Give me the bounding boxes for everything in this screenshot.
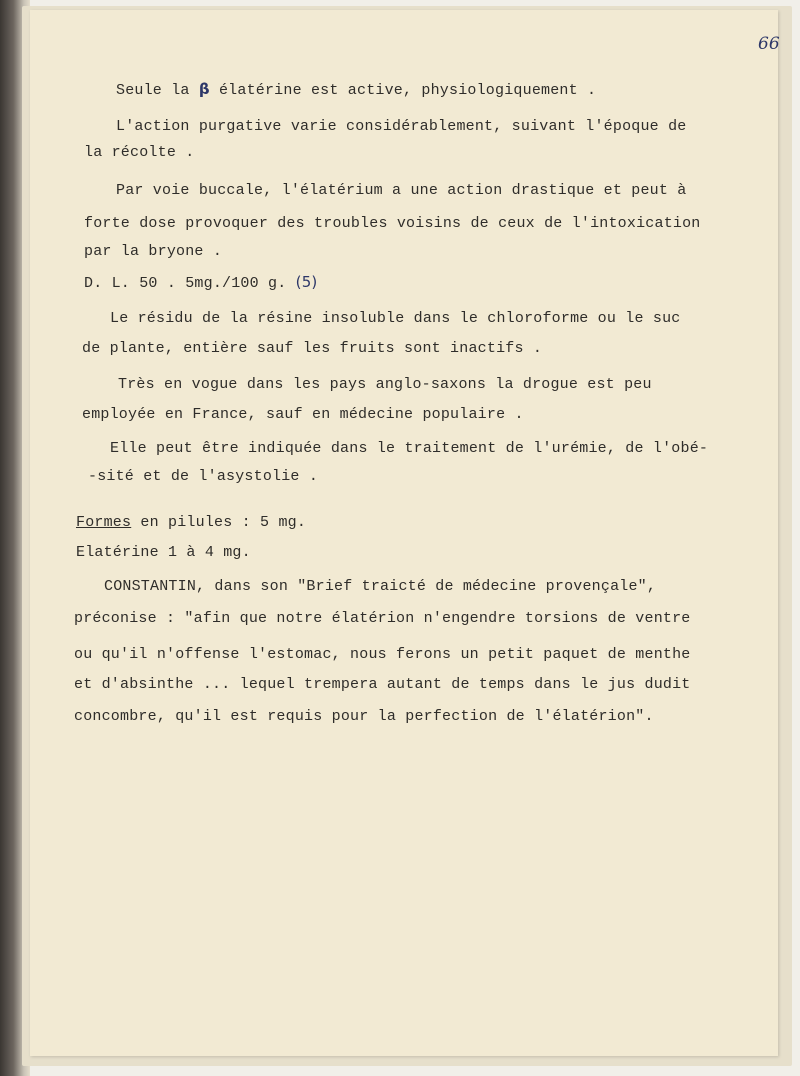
text-line: et d'absinthe ... lequel trempera autant de temps dans le jus dudit	[74, 676, 691, 693]
text-line: Par voie buccale, l'élatérium a une action drastique et peut à	[116, 182, 687, 199]
text-line: L'action purgative varie considérablement, suivant l'époque de	[116, 118, 687, 135]
page-number: 66	[758, 34, 780, 54]
text-line: CONSTANTIN, dans son "Brief traicté de médecine provençale",	[104, 578, 657, 595]
text-line: Elatérine 1 à 4 mg.	[76, 544, 251, 561]
typewritten-page	[30, 10, 778, 1056]
text-line: employée en France, sauf en médecine populaire .	[82, 406, 524, 423]
text-line: par la bryone .	[84, 243, 223, 260]
text-line: -sité et de l'asystolie .	[88, 468, 319, 485]
text-line: de plante, entière sauf les fruits sont inactifs .	[82, 340, 543, 357]
text-line: Le résidu de la résine insoluble dans le chloroforme ou le suc	[110, 310, 681, 327]
section-heading-formes: Formes	[76, 514, 132, 531]
text-line: D. L. 50 . 5mg./100 g. (5)	[84, 273, 318, 292]
text-line: concombre, qu'il est requis pour la perfection de l'élatérion".	[74, 708, 654, 725]
handwritten-beta: β	[198, 80, 210, 98]
text-line: forte dose provoquer des troubles voisins de ceux de l'intoxication	[84, 215, 701, 232]
text-line: ou qu'il n'offense l'estomac, nous ferons un petit paquet de menthe	[74, 646, 691, 663]
text-line: Formes en pilules : 5 mg.	[76, 514, 307, 531]
handwritten-reference: (5)	[295, 273, 318, 291]
text-line: la récolte .	[84, 144, 195, 161]
text-line: Très en vogue dans les pays anglo-saxons la drogue est peu	[118, 376, 652, 393]
text-line: Elle peut être indiquée dans le traitement de l'urémie, de l'obé-	[110, 440, 709, 457]
text-line: Seule la β élatérine est active, physiologiquement .	[116, 80, 597, 99]
text-line: préconise : "afin que notre élatérion n'engendre torsions de ventre	[74, 610, 691, 627]
